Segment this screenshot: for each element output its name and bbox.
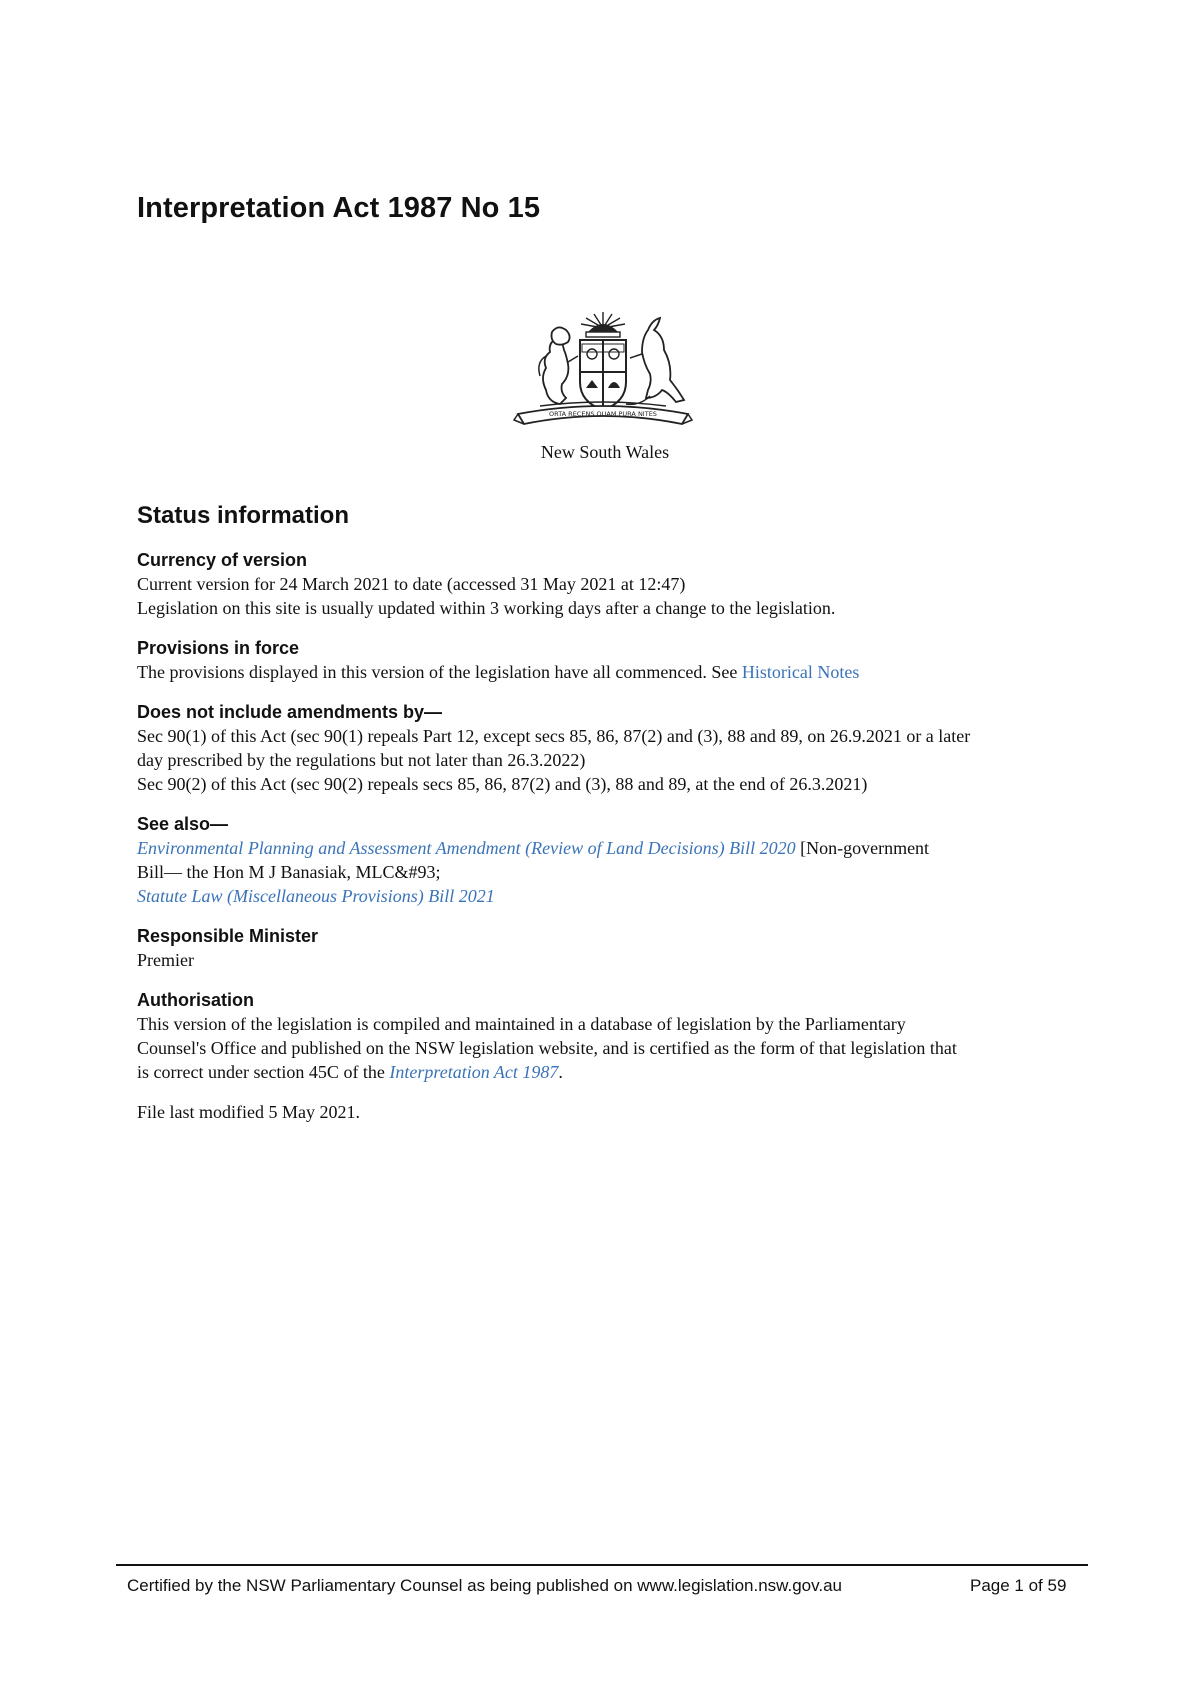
provisions-text (137, 660, 859, 684)
see-also-suffix: [Non-government (795, 838, 930, 858)
amendments-heading: Does not include amendments by— (137, 702, 443, 722)
minister-heading: Responsible Minister (137, 926, 319, 946)
currency-line-2: Legislation on this site is usually updated within 3 working days after a change to the legislation. (137, 598, 836, 618)
state-name: New South Wales (540, 442, 670, 462)
authorisation-line-3 (137, 1060, 563, 1084)
file-modified: File last modified 5 May 2021. (137, 1102, 360, 1122)
footer-page-number: Page 1 of 59 (970, 1576, 1067, 1595)
statute-law-bill-link[interactable]: Statute Law (Miscellaneous Provisions) Bill 2021 (137, 886, 495, 906)
provisions-heading: Provisions in force (137, 638, 300, 658)
svg-text:ORTA RECENS QUAM PURA NITES: ORTA RECENS QUAM PURA NITES (549, 410, 657, 418)
currency-line-1: Current version for 24 March 2021 to date (accessed 31 May 2021 at 12:47) (137, 574, 686, 594)
historical-notes-link[interactable]: Historical Notes (741, 662, 860, 682)
provisions-text-body: The provisions displayed in this version of the legislation have all commenced. See (137, 662, 742, 682)
status-heading: Status information (137, 502, 350, 529)
authorisation-line-2: Counsel's Office and published on the NSW legislation website, and is certified as the form of that legislation that (137, 1038, 957, 1058)
authorisation-heading: Authorisation (137, 990, 254, 1010)
page-title: Interpretation Act 1987 No 15 (137, 192, 541, 224)
interpretation-act-link[interactable]: Interpretation Act 1987 (389, 1062, 559, 1082)
see-also-heading: See also— (137, 814, 229, 834)
footer-rule (116, 1564, 1088, 1566)
amendments-line-2: day prescribed by the regulations but not later than 26.3.2022) (137, 750, 586, 770)
footer-certified: Certified by the NSW Parliamentary Counsel as being published on www.legislation.nsw.gov.au (127, 1576, 843, 1595)
amendments-line-3: Sec 90(2) of this Act (sec 90(2) repeals secs 85, 86, 87(2) and (3), 88 and 89, at the end of 26.3.2021) (137, 774, 868, 794)
authorisation-line-1: This version of the legislation is compiled and maintained in a database of legislation by the Parliamentary (137, 1014, 906, 1034)
see-also-line-1 (137, 836, 929, 860)
see-also-line-2: Bill— the Hon M J Banasiak, MLC&#93; (137, 862, 441, 882)
amendments-line-1: Sec 90(1) of this Act (sec 90(1) repeals Part 12, except secs 85, 86, 87(2) and (3), 88 and 89, on 26.9.2021 or a later (137, 726, 971, 746)
currency-heading: Currency of version (137, 550, 308, 570)
epa-amendment-bill-link[interactable]: Environmental Planning and Assessment Amendment (Review of Land Decisions) Bill 2020 (137, 838, 796, 858)
nsw-coat-of-arms-icon (510, 310, 696, 434)
see-also-line-3 (137, 884, 495, 908)
minister-text: Premier (137, 950, 194, 970)
authorisation-line-3-suffix: . (558, 1062, 563, 1082)
authorisation-line-3-prefix: is correct under section 45C of the (137, 1062, 390, 1082)
